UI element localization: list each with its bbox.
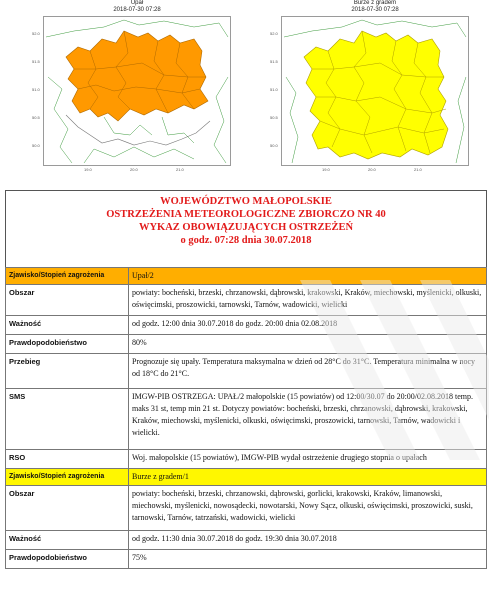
warning1-course-value: Prognozuje się upały. Temperatura maksymalna w dzień od 28°C do 31°C. Temperatura minimalna w nocy od 18°C do 21°C. <box>129 354 487 389</box>
warning2-area-value: powiaty: bocheński, brzeski, chrzanowski, dąbrowski, gorlicki, krakowski, Kraków, limanowski, miechowski, myślenicki, nowosądecki, nowotarski, Nowy Sącz, olkuski, oświęcimski, proszowicki, suski, tarnowski, Tarnów, tatrzański, wadowicki, wielicki <box>129 486 487 531</box>
warning2-validity-row <box>6 531 487 550</box>
header-bulletin-number: OSTRZEŻENIA METEOROLOGICZNE ZBIORCZO NR 40 <box>106 209 386 220</box>
map-storm-timestamp: 2018-07-30 07:28 <box>351 7 399 13</box>
warning1-rso-value: Woj. małopolskie (15 powiatów), IMGW-PIB wydał ostrzeżenie drugiego stopnia o upałach <box>129 450 487 469</box>
map-heat-timestamp: 2018-07-30 07:28 <box>113 7 161 13</box>
warning2-area-label: Obszar <box>6 486 129 531</box>
warning1-phenomenon-row <box>6 268 487 285</box>
warning2-validity-value: od godz. 11:30 dnia 30.07.2018 do godz. 19:30 dnia 30.07.2018 <box>129 531 487 550</box>
warning1-validity-value: od godz. 12:00 dnia 30.07.2018 do godz. 20:00 dnia 02.08.2018 <box>129 316 487 335</box>
map-storm-panel <box>270 0 480 172</box>
warning1-validity-row <box>6 316 487 335</box>
heat-region-shape <box>66 31 208 121</box>
warning1-probability-row <box>6 335 487 354</box>
storm-region-shape <box>304 31 448 159</box>
warning1-course-row <box>6 354 487 389</box>
warning1-probability-value: 80% <box>129 335 487 354</box>
warning1-phenomenon-label: Zjawisko/Stopień zagrożenia <box>6 268 129 285</box>
warning1-area-row <box>6 285 487 316</box>
map-heat: 52.0 51.5 51.0 50.5 50.0 19.0 20.0 21.0 <box>43 16 231 166</box>
map-storm-title: Burze z gradem <box>353 0 397 6</box>
warning1-phenomenon-value: Upał/2 <box>129 268 487 285</box>
warnings-header-box <box>5 190 487 270</box>
warning1-validity-label: Ważność <box>6 316 129 335</box>
warning1-area-value: powiaty: bocheński, brzeski, chrzanowski, dąbrowski, krakowski, Kraków, miechowski, myślenicki, olkuski, oświęcimski, proszowicki, tarnowski, Tarnów, wadowicki, wielicki <box>129 285 487 316</box>
header-voivodeship: WOJEWÓDZTWO MAŁOPOLSKIE <box>160 196 332 207</box>
map-storm-graphic <box>282 17 468 165</box>
warning2-phenomenon-value: Burze z gradem/1 <box>129 469 487 486</box>
warning2-phenomenon-row <box>6 469 487 486</box>
warning1-probability-label: Prawdopodobieństwo <box>6 335 129 354</box>
map-heat-title: Upał <box>130 0 144 6</box>
warnings-table <box>5 267 487 569</box>
map-heat-panel <box>32 0 242 172</box>
warning2-validity-label: Ważność <box>6 531 129 550</box>
header-issue-time: o godz. 07:28 dnia 30.07.2018 <box>180 235 312 246</box>
warning1-rso-label: RSO <box>6 450 129 469</box>
warning2-probability-row <box>6 550 487 569</box>
warning1-area-label: Obszar <box>6 285 129 316</box>
warning1-rso-row <box>6 450 487 469</box>
warning2-phenomenon-label: Zjawisko/Stopień zagrożenia <box>6 469 129 486</box>
header-list-title: WYKAZ OBOWIĄZUJĄCYCH OSTRZEŻEŃ <box>138 222 354 233</box>
warning2-probability-value: 75% <box>129 550 487 569</box>
map-heat-graphic <box>44 17 230 165</box>
warning1-sms-row <box>6 389 487 450</box>
warning1-sms-label: SMS <box>6 389 129 450</box>
map-storm: 52.0 51.5 51.0 50.5 50.0 19.0 20.0 21.0 <box>281 16 469 166</box>
warning1-course-label: Przebieg <box>6 354 129 389</box>
warning2-area-row <box>6 486 487 531</box>
warning1-sms-value: IMGW-PIB OSTRZEGA: UPAŁ/2 małopolskie (15 powiatów) od 12:00/30.07 do 20:00/02.08.2018 temp. maks 31 st, temp min 21 st. Dotyczy powiatów: bocheński, brzeski, chrzanowski, dąbrowski, krakowski, Kraków, miechowski, myślenicki, olkuski, oświęcimski, proszowicki, tarnowski, Tarnów, wadowicki i wielicki. <box>129 389 487 450</box>
warning2-probability-label: Prawdopodobieństwo <box>6 550 129 569</box>
